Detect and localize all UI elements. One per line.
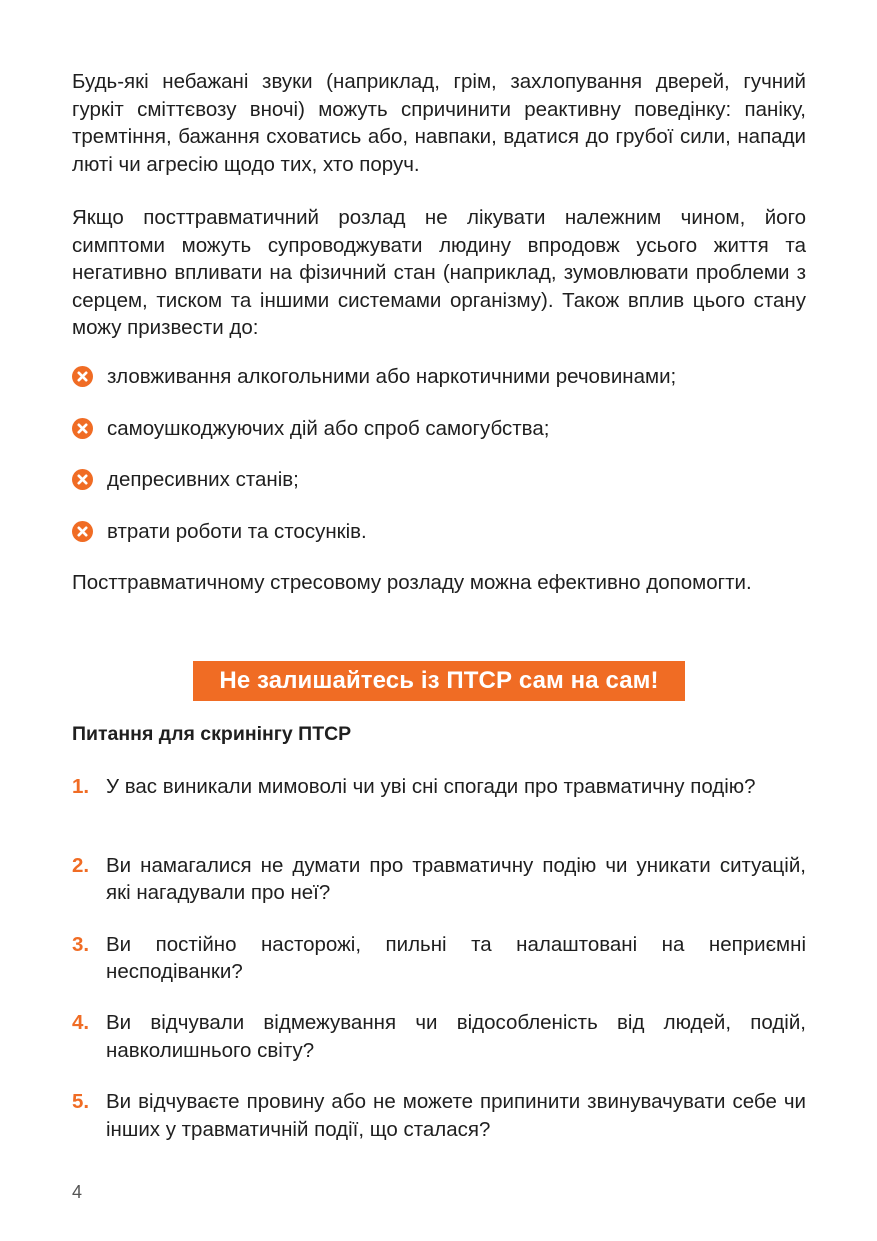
x-circle-icon bbox=[72, 418, 93, 439]
question-item bbox=[72, 773, 806, 852]
question-item bbox=[72, 852, 806, 931]
question-text: У вас виникали мимоволі чи уві сні спогади про травматичну подію? bbox=[106, 775, 756, 798]
x-circle-icon bbox=[72, 469, 93, 490]
consequences-list bbox=[72, 363, 812, 569]
question-text: Ви відчуваєте провину або не можете припинити звинувачувати себе чи інших у травматичній події, що сталася? bbox=[106, 1090, 806, 1141]
list-item bbox=[72, 518, 812, 570]
paragraph-reactive-behavior: Будь-які небажані звуки (наприклад, грім, захлопування дверей, гучний гуркіт сміттєвозу вночі) можуть спричинити реактивну поведінку: паніку, тремтіння, бажання сховатись або, навпаки, вдатися до грубої сили, напади люті чи агресію щодо тих, хто поруч. bbox=[72, 70, 806, 176]
list-item bbox=[72, 466, 812, 518]
question-text: Ви постійно насторожі, пильні та налаштовані на неприємні несподіванки? bbox=[106, 932, 806, 984]
question-text: Ви відчували відмежування чи відособленість від людей, подій, навколишнього світу? bbox=[106, 1011, 806, 1062]
question-number: 4. bbox=[72, 1011, 90, 1035]
question-number: 3. bbox=[72, 932, 90, 956]
screening-questions-list bbox=[72, 773, 806, 1167]
question-item bbox=[72, 1009, 806, 1088]
question-number: 5. bbox=[72, 1090, 90, 1114]
question-text: Ви намагалися не думати про травматичну подію чи уникати ситуацій, які нагадували про неї? bbox=[106, 853, 806, 905]
paragraph-help-possible: Посттравматичному стресовому розладу можна ефективно допомогти. bbox=[72, 571, 752, 594]
x-circle-icon bbox=[72, 521, 93, 542]
list-item bbox=[72, 415, 812, 467]
list-item-text: самоушкоджуючих дій або спроб самогубства; bbox=[107, 416, 550, 440]
list-item bbox=[72, 363, 812, 415]
list-item-text: втрати роботи та стосунків. bbox=[107, 519, 367, 543]
list-item-text: зловживання алкогольними або наркотичними речовинами; bbox=[107, 365, 677, 388]
callout-banner: Не залишайтесь із ПТСР сам на сам! bbox=[193, 661, 685, 701]
page-number: 4 bbox=[72, 1182, 83, 1202]
question-number: 1. bbox=[72, 775, 90, 798]
question-item bbox=[72, 1088, 806, 1167]
paragraph-untreated-consequences: Якщо посттравматичний розлад не лікувати належним чином, його симптоми можуть супроводжувати людину впродовж усього життя та негативно впливати на фізичний стан (наприклад, зумовлювати проблеми з серцем, тиском та іншими системами організму). Також вплив цього стану можу призвести до: bbox=[72, 206, 806, 339]
x-circle-icon bbox=[72, 366, 93, 387]
section-heading: Питання для скринінгу ПТСР bbox=[72, 723, 352, 745]
question-number: 2. bbox=[72, 853, 90, 877]
list-item-text: депресивних станів; bbox=[107, 468, 299, 491]
question-item bbox=[72, 931, 806, 1010]
